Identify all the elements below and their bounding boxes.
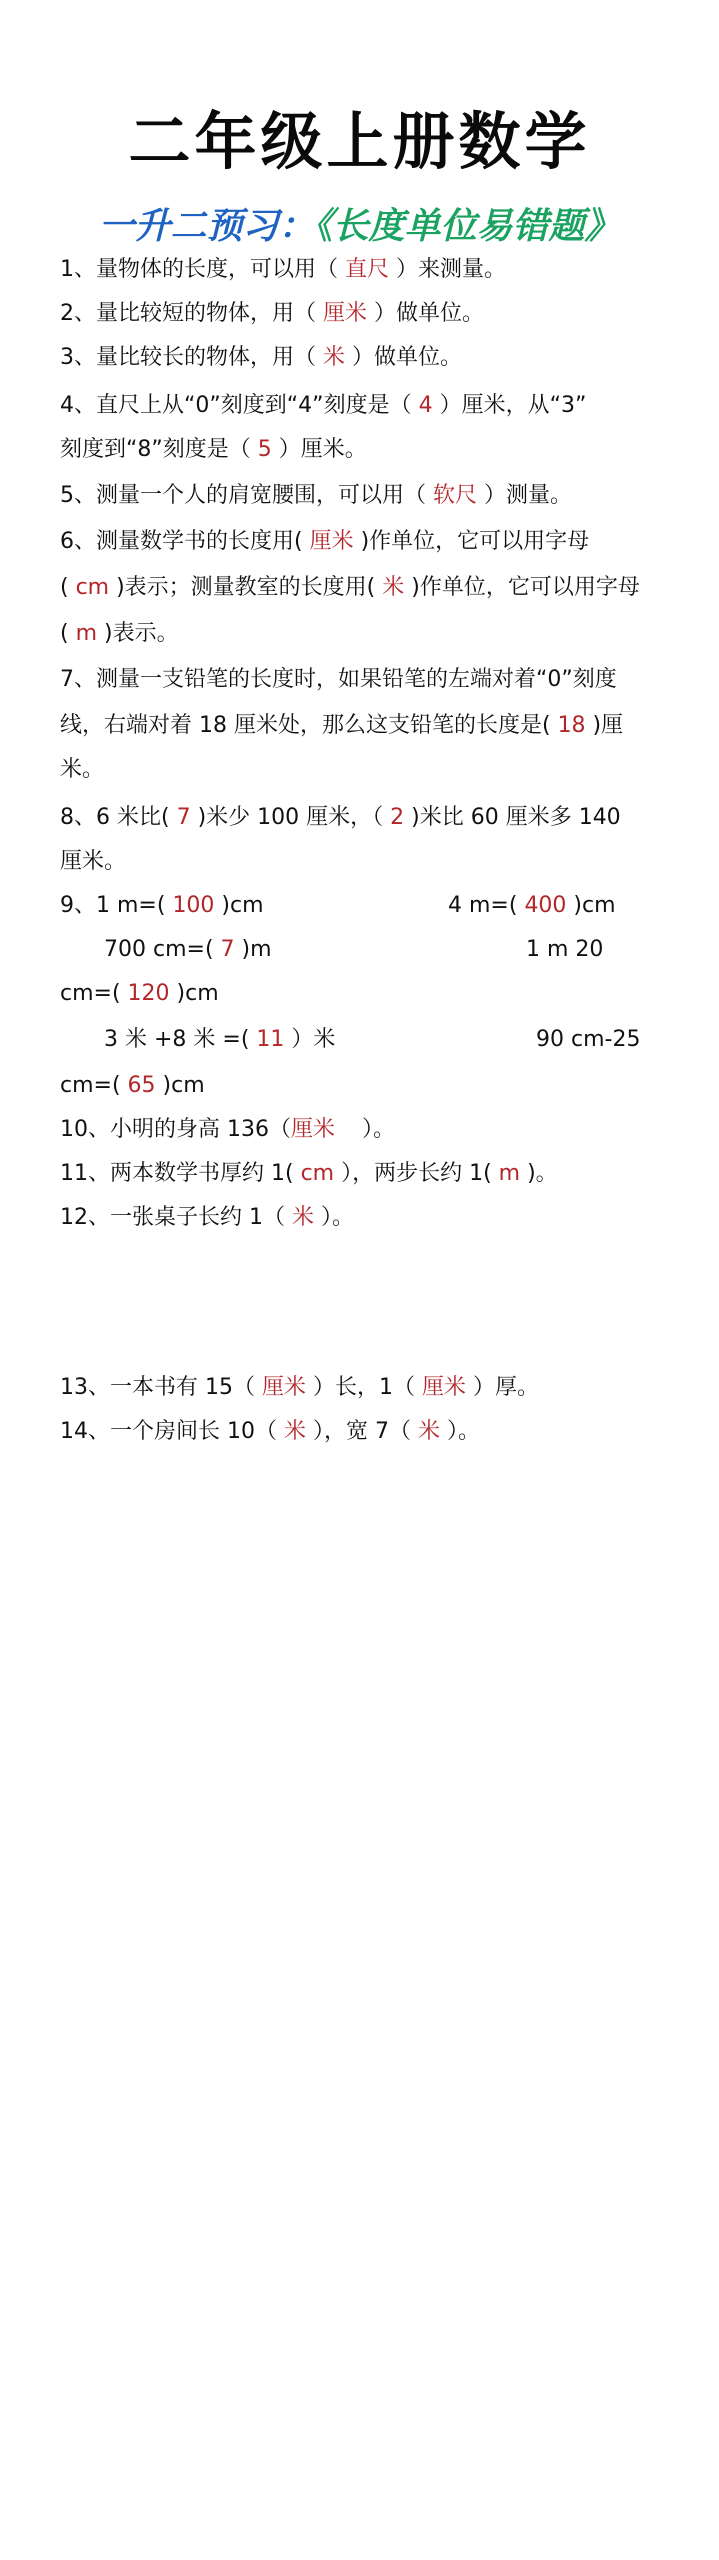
answer: 厘米 [421,1375,466,1400]
question-text: 14、一个房间长 10（ [60,1419,284,1444]
answer: 米 [417,1419,440,1444]
question-text: )cm [169,981,219,1006]
answer: 米 [283,1419,306,1444]
question-text: 3 米 +8 米 =( [104,1027,257,1052]
question-text: 700 cm=( [104,937,221,962]
question-text: )。 [520,1161,558,1186]
question-text: cm=( [60,1073,128,1098]
page-title: 二年级上册数学 [128,105,591,178]
question-text: 12、一张桌子长约 1（ [60,1205,292,1230]
question-text: 8、6 米比( [60,805,177,830]
question-text: )cm [214,893,264,918]
answer: 7 [176,805,191,830]
question-1 [60,248,680,292]
answer: 400 [524,893,567,918]
answer: 米 [291,1205,314,1230]
question-6-line-2 [60,566,680,610]
question-12 [60,1196,680,1240]
question-text: 6、测量数学书的长度用( [60,529,310,554]
question-text: ）做单位。 [345,345,463,370]
question-text: 4、直尺上从“0”刻度到“4”刻度是（ [60,393,419,418]
question-9-row-5 [60,1064,680,1108]
question-text: 11、两本数学书厚约 1( [60,1161,301,1186]
question-text: ）。 [314,1205,354,1230]
question-text: 10、小明的身高 136（ [60,1117,291,1142]
question-text: ）米 [284,1027,336,1052]
question-text: 线，右端对着 18 厘米处，那么这支铅笔的长度是( [60,713,558,738]
question-text: 9、1 m=( [60,893,173,918]
question-text: 刻度到“8”刻度是（ [60,437,258,462]
question-8-line-1 [60,796,680,840]
answer: 65 [127,1073,156,1098]
question-9-row-4-right [536,1018,686,1062]
answer: 7 [220,937,235,962]
answer: cm [75,575,110,600]
question-text: ( [60,621,76,646]
question-text: cm=( [60,981,128,1006]
question-7-line-2 [60,704,680,748]
question-text: 厘米。 [60,849,127,874]
question-text: ）做单位。 [367,301,485,326]
question-text: )cm [566,893,616,918]
answer: 2 [390,805,405,830]
question-text: 5、测量一个人的肩宽腰围，可以用（ [60,483,433,508]
question-6-line-3 [60,612,680,656]
question-text: ）长，1（ [306,1375,422,1400]
question-text: )表示；测量教室的长度用( [109,575,383,600]
question-5 [60,474,680,518]
answer: 4 [418,393,433,418]
answer: 直尺 [345,257,390,282]
question-9-row-1-right [448,884,688,928]
question-7-line-1 [60,658,680,702]
question-text: 3、量比较长的物体，用（ [60,345,323,370]
question-text: )米比 60 厘米多 140 [404,805,621,830]
question-text: ）。 [440,1419,480,1444]
question-6-line-1 [60,520,680,564]
question-text: ）厘米。 [271,437,367,462]
question-13 [60,1366,680,1410]
question-2 [60,292,680,336]
question-4-line-1 [60,384,680,428]
answer: 米 [323,345,346,370]
question-text: ）厘米，从“3” [432,393,587,418]
question-14 [60,1410,680,1454]
question-text: ( [60,575,76,600]
answer: 5 [257,437,272,462]
question-text: 2、量比较短的物体，用（ [60,301,323,326]
answer: 18 [557,713,586,738]
answer: m [75,621,98,646]
answer: 100 [172,893,215,918]
question-text: 米。 [60,757,105,782]
question-text: ）来测量。 [389,257,507,282]
subtitle-topic: 《长度单位易错题》 [314,206,621,247]
answer: 厘米 [323,301,368,326]
answer: 软尺 [433,483,478,508]
page-subtitle [0,198,719,249]
answer: 厘米 [309,529,354,554]
question-text: )作单位，它可以用字母 [404,575,640,600]
question-text: )米少 100 厘米，（ [190,805,391,830]
question-9-row-2-right [526,928,686,972]
answer: 米 [382,575,405,600]
question-text: )表示。 [97,621,179,646]
question-10 [60,1108,680,1152]
answer: 120 [127,981,170,1006]
question-text: 4 m=( [448,893,525,918]
question-8-line-2 [60,840,680,884]
question-text: )厘 [585,713,624,738]
question-text: ），两步长约 1( [334,1161,499,1186]
question-text: ）。 [355,1117,395,1142]
question-text: 90 cm-25 [536,1027,641,1052]
question-text: ），宽 7（ [306,1419,418,1444]
question-11 [60,1152,680,1196]
question-text: 7、测量一支铅笔的长度时，如果铅笔的左端对着“0”刻度 [60,667,617,692]
question-3 [60,336,680,380]
answer: 厘米 [290,1117,335,1142]
answer: cm [300,1161,335,1186]
answer: 11 [256,1027,285,1052]
question-text: 1 m 20 [526,937,604,962]
question-4-line-2 [60,428,680,472]
question-text: )作单位，它可以用字母 [353,529,590,554]
question-text: 13、一本书有 15（ [60,1375,262,1400]
subtitle-prefix: 一升二预习： [98,206,315,247]
question-7-line-3 [60,748,680,792]
question-text: 1、量物体的长度，可以用（ [60,257,345,282]
question-9-row-3 [60,972,680,1016]
answer: 厘米 [261,1375,306,1400]
question-text: ）厚。 [466,1375,539,1400]
answer: m [498,1161,521,1186]
question-text: )cm [155,1073,205,1098]
question-text: ）测量。 [477,483,573,508]
question-text: )m [234,937,272,962]
